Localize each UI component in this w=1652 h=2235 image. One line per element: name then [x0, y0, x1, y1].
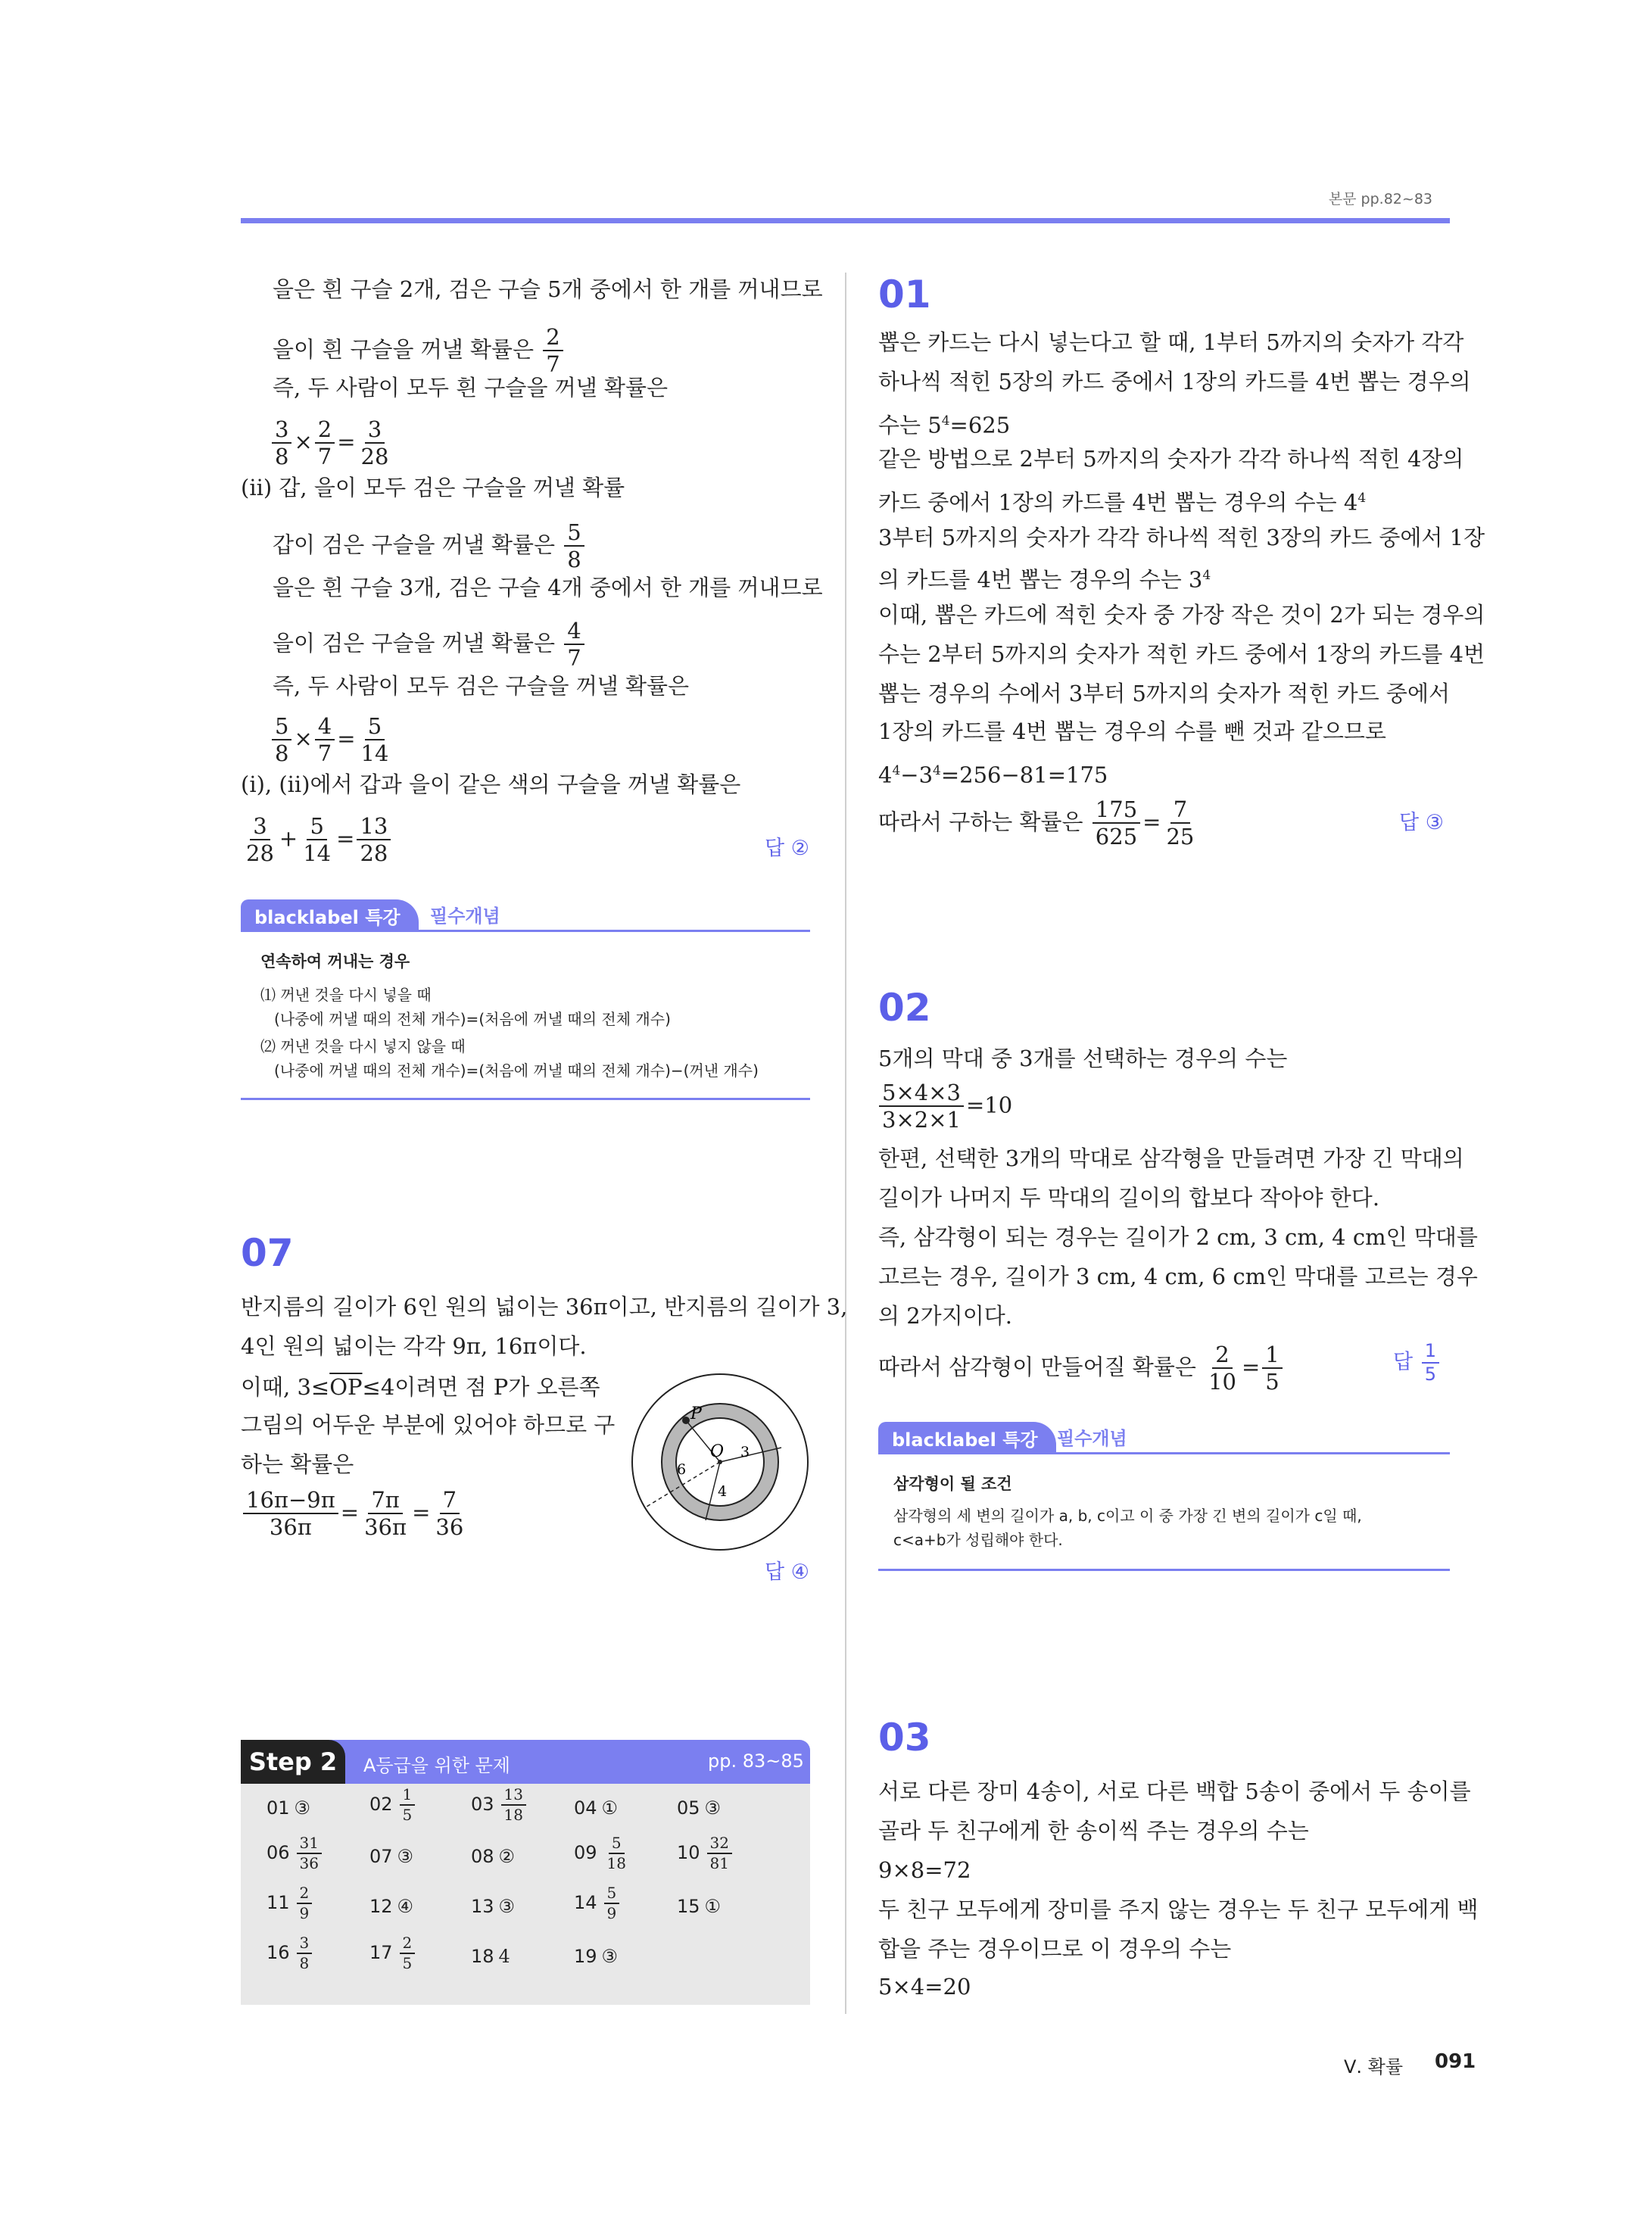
- label-o: O: [710, 1442, 725, 1461]
- blacklabel-sub: 필수개념: [430, 906, 500, 927]
- fraction: $\frac{4}{7}$: [564, 619, 584, 670]
- text-line: 즉, 삼각형이 되는 경우는 길이가 2 cm, 3 cm, 4 cm인 막대를: [878, 1224, 1478, 1250]
- text-line: 따라서 구하는 확률은 $\frac{175}{625}$ = $\frac{7}{25}$: [878, 798, 1199, 849]
- text-line: 즉, 두 사람이 모두 검은 구슬을 꺼낼 확률은: [273, 673, 689, 699]
- text: 4: [878, 762, 893, 788]
- question-number: 02: [878, 986, 931, 1030]
- text-line: (ⅰ), (ⅱ)에서 갑과 을이 같은 색의 구슬을 꺼낼 확률은: [241, 771, 741, 797]
- text-line: 5×4=20: [878, 1974, 971, 2000]
- answer-cell-02: [369, 1787, 417, 1823]
- answer-cell-10: [677, 1835, 734, 1872]
- answer-fraction: $\frac{13}{18}$: [501, 1787, 526, 1823]
- answer-cell-07: [369, 1846, 413, 1867]
- answer-cell-08: [471, 1846, 515, 1867]
- answer-value: ④: [397, 1896, 414, 1917]
- fraction: $\frac{4}{7}$: [315, 715, 335, 765]
- answer-number: 06: [267, 1842, 290, 1863]
- answer-label: 답: [765, 1560, 785, 1584]
- answer-cell-15: [677, 1896, 721, 1917]
- fraction: $\frac{5}{14}$: [360, 713, 389, 767]
- text-line: [273, 326, 566, 376]
- text-line: 하는 확률은: [241, 1451, 354, 1477]
- answer-label: 답: [765, 837, 785, 860]
- equation-line: [877, 1081, 1012, 1132]
- fraction: $\frac{3}{28}$: [360, 416, 389, 470]
- text: =256−81=175: [940, 762, 1108, 788]
- blacklabel-tab: blacklabel 특강: [878, 1422, 1056, 1454]
- answer-number: 05: [677, 1797, 700, 1819]
- answer-number: 10: [677, 1842, 700, 1863]
- label-3: 3: [740, 1444, 750, 1460]
- blacklabel-text: c<a+b가 성립해야 한다.: [893, 1531, 1063, 1549]
- blacklabel-text: ⑵ 꺼낸 것을 다시 넣지 않을 때: [260, 1037, 466, 1055]
- blacklabel-text: (나중에 꺼낼 때의 전체 개수)=(처음에 꺼낼 때의 전체 개수): [274, 1010, 671, 1028]
- text-line: [273, 619, 587, 670]
- answer-value: 4: [498, 1946, 510, 1967]
- fraction: $\frac{16\pi-9\pi}{36\pi}$: [243, 1488, 338, 1539]
- text-line: 이때, 뽑은 카드에 적힌 숫자 중 가장 작은 것이 2가 되는 경우의: [878, 602, 1485, 628]
- exponent: 4: [933, 763, 941, 778]
- label-p: P: [690, 1404, 702, 1423]
- text: 갑이 검은 구슬을 꺼낼 확률은: [273, 531, 556, 558]
- text-line: [878, 756, 1108, 790]
- text-line: 하나씩 적힌 5장의 카드 중에서 1장의 카드를 4번 뽑는 경우의: [878, 369, 1471, 394]
- answer-number: 18: [471, 1946, 494, 1967]
- text-line: 뽑은 카드는 다시 넣는다고 할 때, 1부터 5까지의 숫자가 각각: [878, 329, 1464, 355]
- fraction: $\frac{5\times 4\times 3}{3\times 2\times 1}$: [879, 1081, 964, 1132]
- text: 따라서 삼각형이 만들어질 확률은: [878, 1354, 1196, 1380]
- text-line: 9×8=72: [878, 1857, 971, 1883]
- answer-cell-16: [267, 1935, 314, 1972]
- answer-cell-14: [574, 1885, 622, 1922]
- exponent: 4: [892, 763, 901, 778]
- step2-pages: pp. 83~85: [708, 1750, 804, 1772]
- step2-title: A등급을 위한 문제: [363, 1755, 510, 1776]
- segment-op: $\overline{OP}$: [329, 1374, 363, 1400]
- text-line: 길이가 나머지 두 막대의 길이의 합보다 작아야 한다.: [878, 1185, 1380, 1211]
- fraction: $\frac{7\pi}{36\pi}$: [364, 1487, 407, 1541]
- blacklabel-text: 삼각형의 세 변의 길이가 a, b, c이고 이 중 가장 긴 변의 길이가 c일 때,: [893, 1507, 1362, 1525]
- answer-cell-03: [471, 1787, 528, 1823]
- answer-number: 15: [677, 1896, 700, 1917]
- fraction: $\frac{2}{10}$: [1208, 1342, 1236, 1395]
- fraction: $\frac{7}{36}$: [435, 1487, 464, 1541]
- equation-line: $\frac{5}{8}$ × $\frac{4}{7}$ = $\frac{5}{14}$: [270, 715, 394, 765]
- text-line: 반지름의 길이가 6인 원의 넓이는 36π이고, 반지름의 길이가 3,: [241, 1294, 848, 1320]
- exponent: 4: [1357, 491, 1367, 506]
- answer-value: ③: [294, 1797, 311, 1819]
- answer-cell-18: [471, 1946, 510, 1967]
- answer-mark: ②: [790, 837, 809, 860]
- equation-line: $\frac{16\pi-9\pi}{36\pi}$ = $\frac{7\pi}{36\pi}$ = $\frac{7}{36}$: [241, 1488, 469, 1539]
- blacklabel-title: 연속하여 꺼내는 경우: [260, 952, 410, 971]
- text-line: 그림의 어두운 부분에 있어야 하므로 구: [241, 1412, 616, 1438]
- text-line: 한편, 선택한 3개의 막대로 삼각형을 만들려면 가장 긴 막대의: [878, 1146, 1464, 1171]
- text-line: [878, 483, 1366, 518]
- answer-cell-13: [471, 1896, 515, 1917]
- text: 카드 중에서 1장의 카드를 4번 뽑는 경우의 수는 4: [878, 489, 1358, 516]
- answer: [765, 831, 809, 861]
- text: 수는 5: [878, 412, 942, 438]
- blacklabel-tab: blacklabel 특강: [241, 899, 419, 932]
- answer-cell-04: [574, 1797, 618, 1819]
- label-4: 4: [718, 1483, 728, 1500]
- answer-value: ①: [704, 1896, 722, 1917]
- answer: [1399, 806, 1444, 835]
- label-6: 6: [677, 1461, 687, 1478]
- answer-value: ③: [397, 1846, 414, 1867]
- text-line: [241, 1372, 600, 1402]
- fraction: $\frac{2}{7}$: [543, 326, 563, 376]
- answer-value: ③: [601, 1946, 619, 1967]
- answer-number: 08: [471, 1846, 494, 1867]
- text-line: 을은 흰 구슬 3개, 검은 구슬 4개 중에서 한 개를 꺼내므로: [273, 575, 823, 600]
- answer: [765, 1555, 809, 1585]
- fraction: $\frac{13}{28}$: [357, 815, 391, 865]
- equation-line: $\frac{3}{8}$ × $\frac{2}{7}$ = $\frac{3}{28}$: [270, 418, 394, 469]
- answer-cell-05: [677, 1797, 721, 1819]
- fraction: $\frac{1}{5}$: [1262, 1343, 1282, 1394]
- question-number: 03: [878, 1716, 931, 1760]
- text-line: [273, 521, 587, 572]
- answer-value: ②: [498, 1846, 516, 1867]
- blacklabel-rule: [241, 930, 810, 932]
- text: ≤4이려면 점 P가 오른쪽: [362, 1374, 600, 1400]
- answer-number: 12: [369, 1896, 393, 1917]
- fraction: $\frac{5}{8}$: [272, 715, 291, 765]
- answer-number: 11: [267, 1892, 290, 1913]
- answer-cell-11: [267, 1885, 314, 1922]
- text-line: 골라 두 친구에게 한 송이씩 주는 경우의 수는: [878, 1818, 1309, 1844]
- answer-value: ①: [601, 1797, 619, 1819]
- footer-page-number: 091: [1435, 2050, 1476, 2073]
- text: 이때, 3≤: [241, 1374, 330, 1400]
- text-line: 4인 원의 넓이는 각각 9π, 16π이다.: [241, 1333, 587, 1359]
- header-bar: [241, 218, 1450, 223]
- answer-fraction: $\frac{1}{5}$: [400, 1787, 416, 1823]
- text-line: [878, 560, 1211, 595]
- answer-fraction: $\frac{2}{5}$: [400, 1935, 416, 1972]
- answer-number: 09: [574, 1842, 597, 1863]
- text-line: 즉, 두 사람이 모두 흰 구슬을 꺼낼 확률은: [273, 375, 668, 401]
- answer-number: 14: [574, 1892, 597, 1913]
- text-line: 을은 흰 구슬 2개, 검은 구슬 5개 중에서 한 개를 꺼내므로: [273, 276, 823, 302]
- answer-mark: ④: [790, 1560, 809, 1584]
- text-line: 고르는 경우, 길이가 3 cm, 4 cm, 6 cm인 막대를 고르는 경우: [878, 1264, 1478, 1289]
- answer-cell-09: [574, 1835, 631, 1872]
- blacklabel-title: 삼각형이 될 조건: [893, 1475, 1012, 1493]
- answer-number: 13: [471, 1896, 494, 1917]
- fraction: $\frac{7}{25}$: [1166, 796, 1195, 850]
- equation-line: $\frac{3}{28}$ + $\frac{5}{14}$ = $\frac{13}{28}$: [241, 815, 393, 865]
- answer-fraction: $\frac{2}{9}$: [297, 1885, 313, 1922]
- text-line: 뽑는 경우의 수에서 3부터 5까지의 숫자가 적힌 카드 중에서: [878, 681, 1450, 706]
- text-line: 수는 2부터 5까지의 숫자가 적힌 카드 중에서 1장의 카드를 4번: [878, 641, 1485, 667]
- blacklabel-rule: [878, 1569, 1450, 1571]
- answer-fraction: $\frac{5}{18}$: [606, 1834, 626, 1872]
- page-reference: 본문 pp.82~83: [1328, 191, 1432, 207]
- answer-cell-01: [267, 1797, 310, 1819]
- blacklabel-rule: [241, 1098, 810, 1100]
- text-line: 같은 방법으로 2부터 5까지의 숫자가 각각 하나씩 적힌 4장의: [878, 446, 1464, 472]
- text-line: 두 친구 모두에게 장미를 주지 않는 경우는 두 친구 모두에게 백: [878, 1897, 1479, 1922]
- text: =625: [949, 412, 1011, 438]
- answer-number: 19: [574, 1946, 597, 1967]
- answer-label: 답: [1393, 1350, 1414, 1374]
- step2-tag: Step 2: [241, 1740, 345, 1784]
- answer-fraction: $\frac{3}{8}$: [297, 1935, 313, 1972]
- answer-number: 17: [369, 1942, 393, 1963]
- text-line: 1장의 카드를 4번 뽑는 경우의 수를 뺀 것과 같으므로: [878, 719, 1386, 744]
- fraction: $\frac{5}{14}$: [303, 813, 332, 867]
- fraction: $\frac{2}{7}$: [315, 418, 335, 469]
- answer-number: 03: [471, 1794, 494, 1815]
- text-line: 서로 다른 장미 4송이, 서로 다른 백합 5송이 중에서 두 송이를: [878, 1778, 1471, 1804]
- fraction: $\frac{175}{625}$: [1093, 798, 1140, 849]
- answer-fraction: $\frac{31}{36}$: [297, 1835, 322, 1872]
- answer-value: ③: [704, 1797, 722, 1819]
- answer-number: 16: [267, 1942, 290, 1963]
- answer-fraction: $\frac{32}{81}$: [707, 1835, 732, 1872]
- text-line: 따라서 삼각형이 만들어질 확률은 $\frac{2}{10}$ = $\frac{1}{5}$: [878, 1343, 1285, 1394]
- text: 따라서 구하는 확률은: [878, 809, 1083, 835]
- fraction: $\frac{5}{8}$: [564, 521, 584, 572]
- text-line: 합을 주는 경우이므로 이 경우의 수는: [878, 1936, 1232, 1962]
- question-number: 07: [241, 1231, 294, 1275]
- text: 을이 검은 구슬을 꺼낼 확률은: [273, 630, 556, 656]
- fraction: $\frac{3}{8}$: [272, 418, 291, 469]
- answer-fraction: $\frac{5}{9}$: [604, 1885, 620, 1922]
- fraction: $\frac{3}{28}$: [246, 813, 274, 867]
- point-p: [682, 1417, 690, 1424]
- text: =10: [965, 1092, 1013, 1118]
- answer-cell-19: [574, 1946, 618, 1967]
- concentric-circles-figure: [630, 1372, 810, 1552]
- text: −3: [900, 762, 934, 788]
- answer-value: ③: [498, 1896, 516, 1917]
- answer-cell-06: [267, 1835, 324, 1872]
- footer-section: Ⅴ. 확률: [1344, 2056, 1404, 2078]
- exponent: 4: [941, 413, 950, 429]
- answer-cell-17: [369, 1935, 417, 1972]
- text-line: (ⅱ) 갑, 을이 모두 검은 구슬을 꺼낼 확률: [241, 475, 625, 500]
- text-line: [878, 406, 1010, 441]
- column-divider: [845, 273, 846, 2014]
- text-line: 3부터 5까지의 숫자가 각각 하나씩 적힌 3장의 카드 중에서 1장: [878, 525, 1485, 550]
- blacklabel-text: (나중에 꺼낼 때의 전체 개수)=(처음에 꺼낼 때의 전체 개수)−(꺼낸 개수): [274, 1061, 759, 1080]
- answer: [1393, 1342, 1442, 1384]
- blacklabel-rule: [878, 1452, 1450, 1454]
- answer-fraction: $\frac{1}{5}$: [1422, 1342, 1439, 1384]
- blacklabel-text: ⑴ 꺼낸 것을 다시 넣을 때: [260, 986, 432, 1004]
- answer-number: 01: [267, 1797, 290, 1819]
- blacklabel-sub: 필수개념: [1057, 1428, 1127, 1449]
- answer-number: 02: [369, 1794, 393, 1815]
- answer-number: 04: [574, 1797, 597, 1819]
- text: 을이 흰 구슬을 꺼낼 확률은: [273, 336, 535, 363]
- answer-cell-12: [369, 1896, 413, 1917]
- answer-number: 07: [369, 1846, 393, 1867]
- answer-mark: ③: [1425, 811, 1444, 834]
- text: 의 카드를 4번 뽑는 경우의 수는 3: [878, 566, 1203, 593]
- exponent: 4: [1202, 568, 1211, 583]
- question-number: 01: [878, 273, 931, 316]
- text-line: 의 2가지이다.: [878, 1303, 1012, 1329]
- text-line: 5개의 막대 중 3개를 선택하는 경우의 수는: [878, 1046, 1288, 1071]
- answer-label: 답: [1399, 811, 1420, 834]
